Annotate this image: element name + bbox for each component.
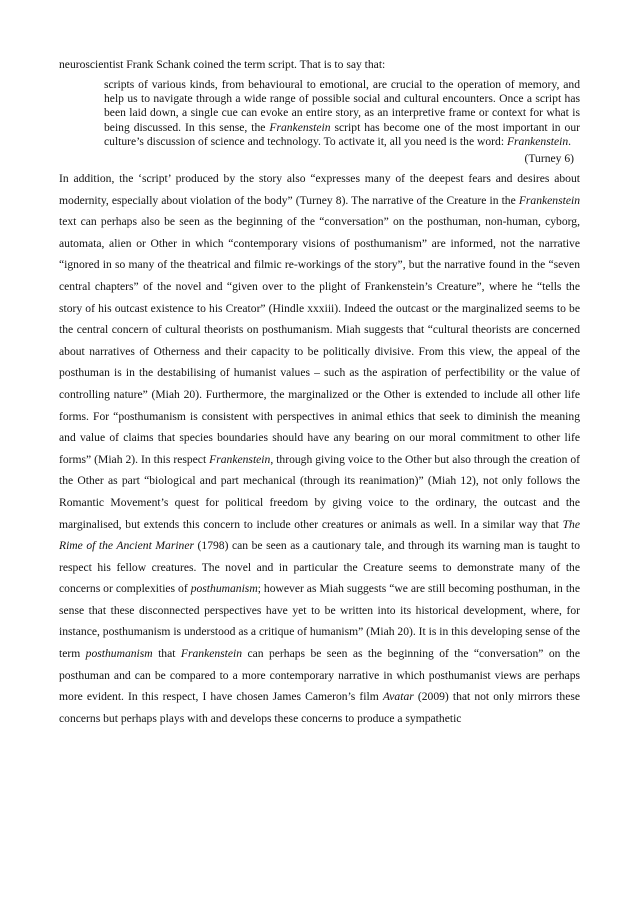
body-text: text can perhaps also be seen as the beginning of the “conversation” on the posthuman, non-human, cyborg, automata, alien or Other in which “contemporary visions of posthumanism” are informed, not the narrative “ignored in so many of the theatrical and filmic re-workings of the story”, but the narrative found in the “seven central chapters” of the novel and “given over to the plight of Frankenstein’s Creature”, where he “tells the story of his outcast existence to his Creator” (Hindle xxxiii). Indeed the outcast or the marginalized seems to be the central concern of cultural theorists on posthumanism. Miah suggests that “cultural theorists are concerned about narratives of Otherness and their capacity to be politically divisive. From this view, the appeal of the posthuman is in the destabilising of humanist values – such as the aspiration of perfectibility or the value of controlling nature” (Miah 20). Furthermore, the marginalized or the Other is extended to include all other life forms. For “posthumanism is consistent with perspectives in animal ethics that seek to diminish the meaning and value of claims that species boundaries should have any bearing on our moral commitment to other life forms” (Miah 2). In this respect [59, 215, 580, 466]
quote-text-2: script has become one of the most important in our culture’s discussion of science and technology. To activate it, all you need is the word: [104, 120, 581, 148]
body-text: In addition, the ‘script’ produced by the story also “expresses many of the deepest fears and desires about modernity, especially about violation of the body” (Turney 8). The narrative of the Creature in the [59, 172, 580, 207]
block-quote [104, 78, 580, 149]
body-text: (2009) that not only mirrors these concerns but perhaps plays with and develops these concerns to produce a sympathetic [59, 690, 580, 725]
body-paragraph [59, 168, 580, 729]
body-italic: posthumanism [85, 647, 153, 661]
quote-italic-2: Frankenstein [506, 134, 569, 148]
quote-text-1: scripts of various kinds, from behavioural to emotional, are crucial to the operation of memory, and help us to navigate through a wide range of possible social and cultural encounters. Once a script has been laid down, a single cue can evoke an entire story, as an interpretive frame or context for what is being discussed. In this sense, the [104, 78, 580, 134]
body-italic: Frankenstein [518, 193, 580, 207]
body-text: that [152, 647, 181, 661]
body-italic: Avatar [382, 690, 414, 704]
body-italic: posthumanism [190, 582, 258, 596]
body-text: ; however as Miah suggests “we are still becoming posthuman, in the sense that these disconnected perspectives have yet to be written into its historical development, where, for instance, posthumanism is understood as a critique of humanism” (Miah 20). It is in this developing sense of the term [59, 582, 580, 661]
body-italic: Frankenstein [180, 647, 243, 661]
body-text: , through giving voice to the Other but also through the creation of the Other as part “biological and part mechanical (through its reanimation)” (Miah 12), not only follows the Romantic Movement’s quest for political freedom by giving voice to the ordinary, the outcast and the marginalised, but extends this concern to include other creatures or animals as well. In a similar way that [59, 452, 580, 531]
body-italic: The Rime of the Ancient Mariner [59, 517, 580, 553]
quote-italic-1: Frankenstein [269, 120, 331, 134]
quote-citation: (Turney 6) [524, 152, 574, 166]
quote-text-3: . [568, 134, 572, 148]
body-italic: Frankenstein [209, 452, 271, 466]
body-text: can perhaps be seen as the beginning of the “conversation” on the posthuman and can be compared to a more contemporary narrative in which posthumanist views are perhaps more evident. In this respect, I have chosen James Cameron’s film [59, 647, 580, 704]
body-text: (1798) can be seen as a cautionary tale, and through its warning man is taught to respect his fellow creatures. The novel and in particular the Creature seems to demonstrate many of the concerns or complexities of [59, 539, 580, 596]
intro-line: neuroscientist Frank Schank coined the term script. That is to say that: [59, 58, 386, 71]
